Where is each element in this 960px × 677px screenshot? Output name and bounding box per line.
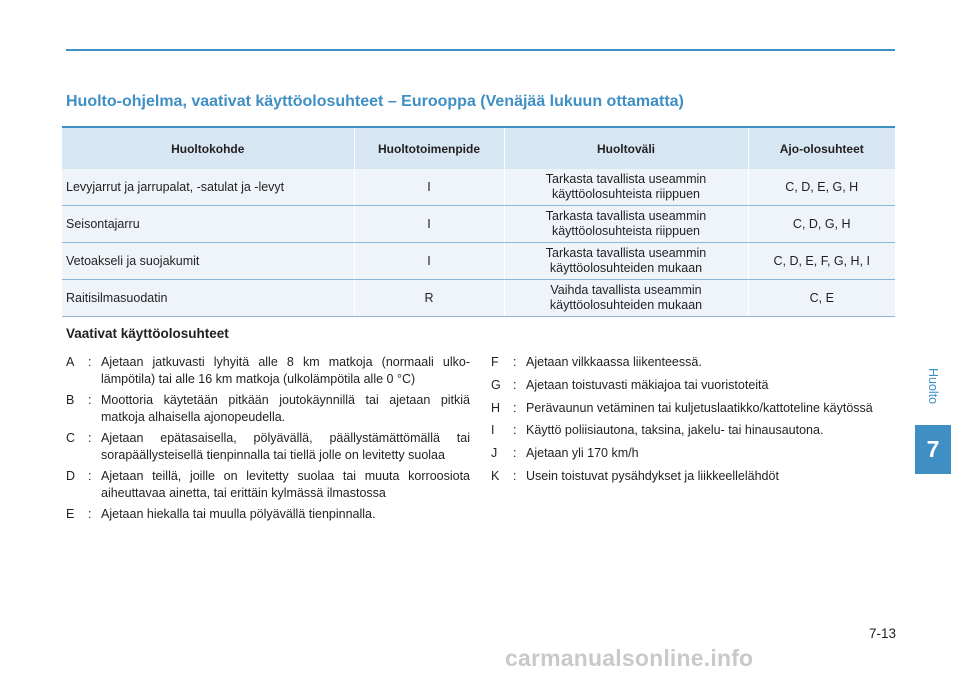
interval-line: Tarkasta tavallista useammin [545,246,707,260]
column-header: Huoltoväli [504,127,748,169]
condition-text: Ajetaan vilkkaassa liikenteessä. [526,355,702,369]
chapter-number-tab: 7 [915,425,951,474]
interval-line: Tarkasta tavallista useammin [545,209,707,223]
condition-item [66,506,470,523]
driving-conditions: C, D, E, F, G, H, I [748,243,895,280]
condition-item [66,354,470,388]
condition-separator: : [513,355,517,369]
condition-item [491,422,895,439]
condition-letter: K [491,468,500,483]
condition-letter: H [491,400,501,415]
maintenance-interval [504,243,748,280]
condition-item [491,400,895,417]
maintenance-item: Raitisilmasuodatin [62,280,354,317]
condition-item [66,430,470,464]
condition-letter: J [491,446,498,461]
chapter-side-label: Huolto [926,368,940,405]
interval-line: käyttöolosuhteista riippuen [551,224,700,238]
maintenance-action: I [354,169,504,206]
condition-separator: : [513,446,517,461]
watermark: carmanualsonline.info [505,645,754,671]
condition-separator: : [88,431,92,445]
condition-letter: C [66,431,76,445]
condition-text: Usein toistuvat pysähdykset ja liikkeellelähdöt [526,468,779,483]
condition-item [491,377,895,394]
condition-letter: D [66,469,76,483]
table-row [62,206,895,243]
conditions-list-left [66,354,470,527]
top-rule [66,49,895,51]
condition-text: Perävaunun vetäminen tai kuljetuslaatikko/kattoteline käytössä [526,400,873,415]
condition-separator: : [513,468,517,483]
section-title: Vaativat käyttöolosuhteet [66,326,229,341]
condition-separator: : [513,423,517,438]
driving-conditions: C, D, E, G, H [748,169,895,206]
page-number: 7-13 [868,626,896,641]
maintenance-interval [504,169,748,206]
condition-item [491,354,895,371]
column-header: Huoltotoimenpide [354,127,504,169]
maintenance-item: Vetoakseli ja suojakumit [62,243,354,280]
condition-text: Ajetaan hiekalla tai muulla pölyävällä tienpinnalla. [101,507,376,521]
condition-separator: : [88,393,92,407]
column-header: Ajo-olosuhteet [748,127,895,169]
interval-line: käyttöolosuhteiden mukaan [549,298,703,312]
condition-item [491,468,895,485]
table-row [62,169,895,206]
maintenance-action: I [354,243,504,280]
condition-letter: G [491,377,501,392]
interval-line: Vaihda tavallista useammin [550,283,702,297]
condition-text: Ajetaan jatkuvasti lyhyitä alle 8 km matkoja (normaali ulkolämpötila) tai alle 16 km matkoja (ulkolämpötila alle 0 °C) [101,355,470,386]
interval-line: Tarkasta tavallista useammin [545,172,707,186]
conditions-list-right [491,354,895,491]
driving-conditions: C, E [748,280,895,317]
maintenance-action: R [354,280,504,317]
condition-letter: A [66,355,75,369]
maintenance-action: I [354,206,504,243]
condition-letter: I [491,423,495,438]
condition-text: Ajetaan toistuvasti mäkiajoa tai vuoristoteitä [526,377,769,392]
maintenance-interval [504,280,748,317]
condition-letter: B [66,393,75,407]
condition-separator: : [88,355,92,369]
condition-item [66,468,470,502]
condition-separator: : [88,469,92,483]
condition-text: Moottoria käytetään pitkään joutokäynnillä tai ajetaan pitkiä matkoja alhaisella ajonopeudella. [101,393,470,424]
condition-text: Ajetaan teillä, joille on levitetty suolaa tai muuta korroosiota aiheuttavaa ainetta, tai erittäin kylmässä ilmastossa [101,469,470,500]
condition-separator: : [513,377,517,392]
condition-text: Ajetaan epätasaisella, pölyävällä, päällystämättömällä tai sorapäällysteisellä tienpinnalla tai tiellä jolle on levitetty suolaa [101,431,470,462]
condition-item [66,392,470,426]
condition-separator: : [88,507,92,521]
condition-letter: E [66,507,75,521]
condition-text: Käyttö poliisiautona, taksina, jakelu- tai hinausautona. [526,423,824,438]
condition-separator: : [513,400,517,415]
condition-text: Ajetaan yli 170 km/h [526,446,639,461]
table-row [62,280,895,317]
condition-letter: F [491,355,499,369]
maintenance-interval [504,206,748,243]
page-title: Huolto-ohjelma, vaativat käyttöolosuhteet – Eurooppa (Venäjää lukuun ottamatta) [66,93,684,110]
column-header: Huoltokohde [62,127,354,169]
table-row [62,243,895,280]
maintenance-item: Levyjarrut ja jarrupalat, -satulat ja -levyt [62,169,354,206]
condition-item [491,445,895,462]
maintenance-table [62,126,895,317]
maintenance-item: Seisontajarru [62,206,354,243]
table-header-row [62,127,895,169]
interval-line: käyttöolosuhteista riippuen [551,187,700,201]
driving-conditions: C, D, G, H [748,206,895,243]
interval-line: käyttöolosuhteiden mukaan [549,261,703,275]
